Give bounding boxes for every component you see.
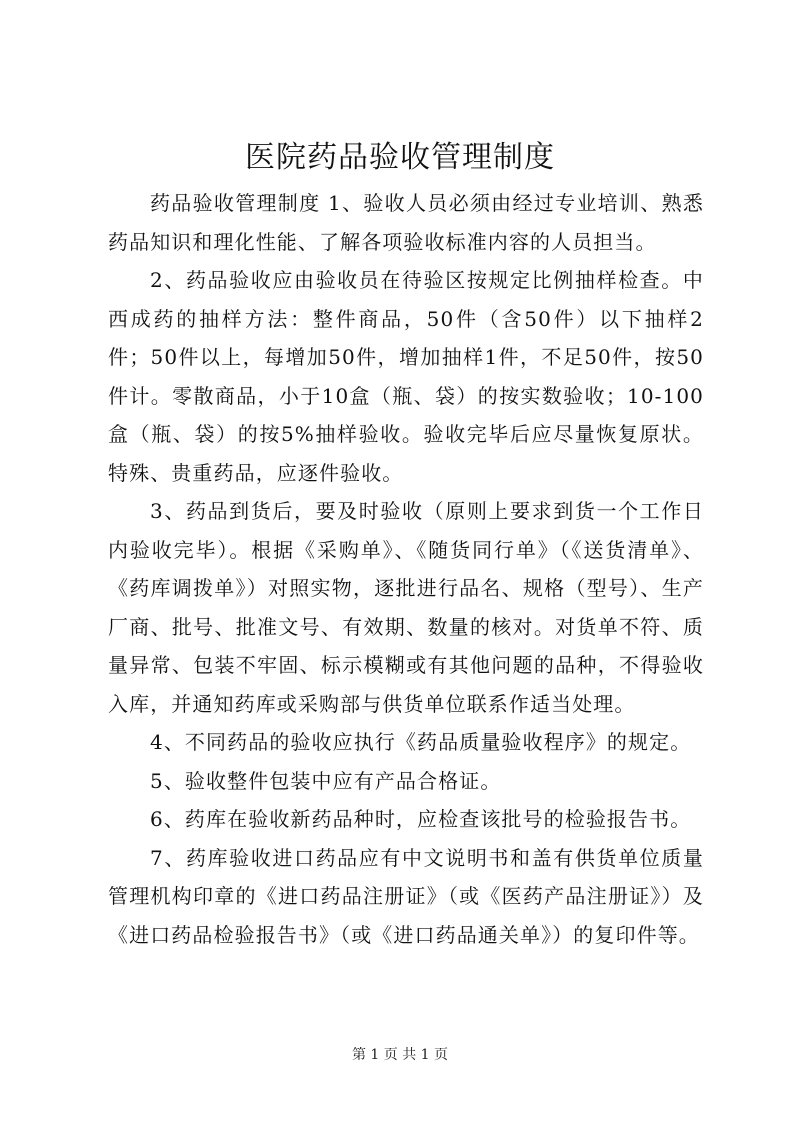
document-title: 医院药品验收管理制度 (245, 140, 555, 175)
paragraph-7: 7、药库验收进口药品应有中文说明书和盖有供货单位质量管理机构印章的《进口药品注册证》（或《医药产品注册证》）及《进口药品检验报告书》（或《进口药品通关单》）的复印件等。 (108, 845, 704, 947)
document-body (108, 184, 704, 954)
page-number-footer: 第 1 页 共 1 页 (351, 1047, 449, 1063)
paragraph-3: 3、药品到货后，要及时验收（原则上要求到货一个工作日内验收完毕）。根据《采购单》、《随货同行单》（《送货清单》、《药库调拨单》）对照实物，逐批进行品名、规格（型号）、生产厂商、批号、批准文号、有效期、数量的核对。对货单不符、质量异常、包装不牢固、标示模糊或有其他问题的品种，不得验收入库，并通知药库或采购部与供货单位联系作适当处理。 (108, 499, 704, 716)
paragraph-4: 4、不同药品的验收应执行《药品质量验收程序》的规定。 (150, 730, 692, 754)
paragraph-5: 5、验收整件包装中应有产品合格证。 (150, 768, 502, 793)
paragraph-1: 药品验收管理制度 1、验收人员必须由经过专业培训、熟悉药品知识和理化性能、了解各项验收标准内容的人员担当。 (108, 191, 704, 254)
paragraph-6: 6、药库在验收新药品种时，应检查该批号的检验报告书。 (150, 807, 692, 831)
paragraph-2: 2、药品验收应由验收员在待验区按规定比例抽样检查。中西成药的抽样方法：整件商品，50件（含50件）以下抽样2件；50件以上，每增加50件，增加抽样1件，不足50件，按50件计。零散商品，小于10盒（瓶、袋）的按实数验收；10-100盒（瓶、袋）的按5%抽样验收。验收完毕后应尽量恢复原状。特殊、贵重药品，应逐件验收。 (108, 268, 704, 485)
